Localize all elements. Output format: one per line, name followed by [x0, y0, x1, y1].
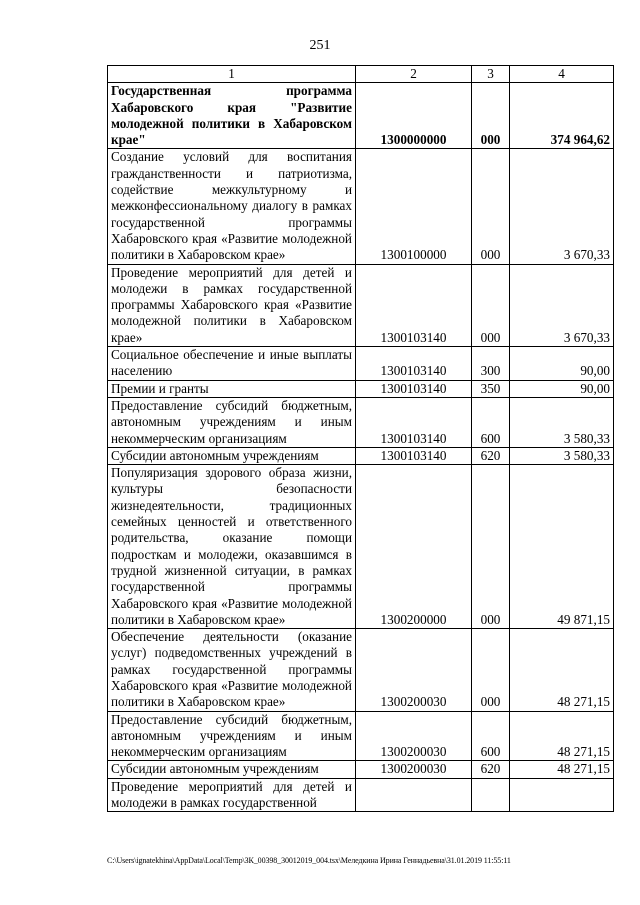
row-amount-cell [510, 778, 614, 812]
row-amount-cell: 3 670,33 [510, 264, 614, 346]
row-amount-cell: 90,00 [510, 380, 614, 397]
row-amount-cell: 48 271,15 [510, 761, 614, 778]
row-name-cell: Государственная программа Хабаровского края "Развитие молодежной политики в Хабаровском крае" [108, 83, 356, 149]
table-row [108, 711, 614, 761]
row-name-cell: Проведение мероприятий для детей и молодежи в рамках государственной [108, 778, 356, 812]
row-kind-cell: 600 [472, 397, 510, 447]
row-name-cell: Предоставление субсидий бюджетным, автономным учреждениям и иным некоммерческим организациям [108, 711, 356, 761]
table-header-row [108, 66, 614, 83]
row-amount-cell: 3 580,33 [510, 397, 614, 447]
row-kind-cell: 350 [472, 380, 510, 397]
row-name-cell: Премии и гранты [108, 380, 356, 397]
row-kind-cell [472, 778, 510, 812]
row-name-cell: Субсидии автономным учреждениям [108, 761, 356, 778]
row-kind-cell: 000 [472, 629, 510, 711]
table-row [108, 761, 614, 778]
row-code-cell: 1300103140 [356, 347, 472, 381]
row-code-cell: 1300200000 [356, 465, 472, 629]
table-row [108, 149, 614, 264]
row-kind-cell: 000 [472, 465, 510, 629]
row-name-cell: Проведение мероприятий для детей и молодежи в рамках государственной программы Хабаровского края «Развитие молодежной политики в Хабаровском крае» [108, 264, 356, 346]
header-col-2: 2 [356, 66, 472, 83]
row-kind-cell: 000 [472, 149, 510, 264]
footer-file-path: C:\Users\ignatekhina\AppData\Local\Temp\ЗК_00398_30012019_004.tsx\Меледкина Ирина Геннадьевна\31.01.2019 11:55:11 [107, 856, 511, 865]
row-name-cell: Социальное обеспечение и иные выплаты населению [108, 347, 356, 381]
header-col-4: 4 [510, 66, 614, 83]
row-amount-cell: 48 271,15 [510, 711, 614, 761]
table-row [108, 347, 614, 381]
table-row [108, 380, 614, 397]
table-row [108, 447, 614, 464]
row-kind-cell: 000 [472, 83, 510, 149]
header-col-3: 3 [472, 66, 510, 83]
row-code-cell: 1300103140 [356, 397, 472, 447]
table-row [108, 264, 614, 346]
row-kind-cell: 620 [472, 447, 510, 464]
table-row [108, 397, 614, 447]
page-number: 251 [309, 38, 331, 53]
row-kind-cell: 600 [472, 711, 510, 761]
row-code-cell: 1300200030 [356, 711, 472, 761]
row-kind-cell: 000 [472, 264, 510, 346]
row-code-cell: 1300100000 [356, 149, 472, 264]
row-code-cell: 1300103140 [356, 447, 472, 464]
row-code-cell: 1300000000 [356, 83, 472, 149]
row-name-cell: Создание условий для воспитания гражданственности и патриотизма, содействие межкультурному и межконфессиональному диалогу в рамках государственной программы Хабаровского края «Развитие молодежной политики в Хабаровском крае» [108, 149, 356, 264]
header-col-1: 1 [108, 66, 356, 83]
table-row [108, 778, 614, 812]
row-kind-cell: 300 [472, 347, 510, 381]
row-name-cell: Обеспечение деятельности (оказание услуг) подведомственных учреждений в рамках государственной программы Хабаровского края «Развитие молодежной политики в Хабаровском крае» [108, 629, 356, 711]
row-code-cell: 1300103140 [356, 264, 472, 346]
row-amount-cell: 90,00 [510, 347, 614, 381]
budget-table [107, 65, 614, 812]
row-code-cell [356, 778, 472, 812]
table-row [108, 83, 614, 149]
row-amount-cell: 3 580,33 [510, 447, 614, 464]
row-amount-cell: 3 670,33 [510, 149, 614, 264]
table-row [108, 465, 614, 629]
row-kind-cell: 620 [472, 761, 510, 778]
row-name-cell: Популяризация здорового образа жизни, культуры безопасности жизнедеятельности, традиционных семейных ценностей и ответственного родительства, оказание помощи подросткам и молодежи, оказавшимся в трудной жизненной ситуации, в рамках государственной программы Хабаровского края «Развитие молодежной политики в Хабаровском крае» [108, 465, 356, 629]
budget-table-body [108, 66, 614, 812]
row-code-cell: 1300200030 [356, 761, 472, 778]
row-name-cell: Предоставление субсидий бюджетным, автономным учреждениям и иным некоммерческим организациям [108, 397, 356, 447]
row-name-cell: Субсидии автономным учреждениям [108, 447, 356, 464]
row-amount-cell: 49 871,15 [510, 465, 614, 629]
row-amount-cell: 374 964,62 [510, 83, 614, 149]
row-code-cell: 1300103140 [356, 380, 472, 397]
table-row [108, 629, 614, 711]
row-amount-cell: 48 271,15 [510, 629, 614, 711]
row-code-cell: 1300200030 [356, 629, 472, 711]
